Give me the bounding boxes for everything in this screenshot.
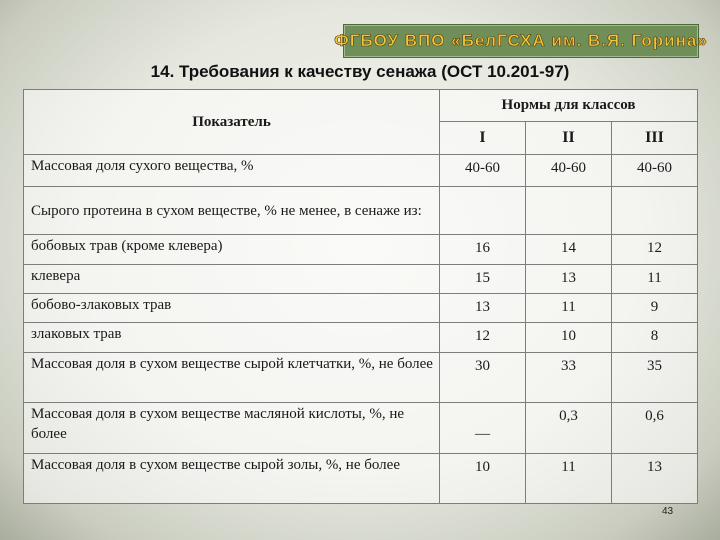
row-value-class-1: __: [440, 403, 526, 454]
table-row: [24, 235, 698, 265]
row-value-class-1: 40-60: [440, 155, 526, 187]
class-header-3: III: [612, 122, 698, 155]
row-value-class-3: 12: [612, 235, 698, 265]
row-value-class-3: 9: [612, 294, 698, 323]
row-label: Массовая доля в сухом веществе масляной кислоты, %, не более: [24, 403, 440, 454]
quality-table: [23, 89, 698, 504]
row-value-class-2: 33: [526, 353, 612, 403]
row-value-class-1: 30: [440, 353, 526, 403]
table-row: [24, 353, 698, 403]
row-value-class-3: [612, 187, 698, 235]
row-value-class-1: 16: [440, 235, 526, 265]
table-header-row: [24, 90, 698, 122]
row-value-class-2: 10: [526, 323, 612, 353]
table-row: [24, 294, 698, 323]
row-value-class-2: [526, 187, 612, 235]
row-label: злаковых трав: [24, 323, 440, 353]
row-label: Массовая доля сухого вещества, %: [24, 155, 440, 187]
row-value-class-1: 13: [440, 294, 526, 323]
norms-header: Нормы для классов: [440, 90, 698, 122]
row-label: Массовая доля в сухом веществе сырой клетчатки, %, не более: [24, 353, 440, 403]
class-header-2: II: [526, 122, 612, 155]
table-row: [24, 187, 698, 235]
row-value-class-3: 13: [612, 454, 698, 504]
row-label: Сырого протеина в сухом веществе, % не менее, в сенаже из:: [24, 187, 440, 235]
table-row: [24, 454, 698, 504]
table-row: [24, 155, 698, 187]
row-value-class-2: 14: [526, 235, 612, 265]
row-value-class-2: 13: [526, 265, 612, 294]
row-value-class-2: 0,3: [526, 403, 612, 454]
org-banner-text: ФГБОУ ВПО «БелГСХА им. В.Я. Горина»: [334, 31, 708, 50]
table-row: [24, 403, 698, 454]
row-label: бобовых трав (кроме клевера): [24, 235, 440, 265]
row-label: бобово-злаковых трав: [24, 294, 440, 323]
table-row: [24, 265, 698, 294]
row-value-class-3: 0,6: [612, 403, 698, 454]
row-value-class-3: 11: [612, 265, 698, 294]
row-value-class-2: 11: [526, 454, 612, 504]
row-value-class-1: 10: [440, 454, 526, 504]
slide-title: 14. Требования к качеству сенажа (ОСТ 10.201-97): [150, 62, 570, 81]
row-value-class-3: 35: [612, 353, 698, 403]
org-banner: [334, 24, 708, 58]
row-value-class-1: 12: [440, 323, 526, 353]
row-label: Массовая доля в сухом веществе сырой золы, %, не более: [24, 454, 440, 504]
row-value-class-3: 8: [612, 323, 698, 353]
page-number: 43: [662, 506, 674, 517]
row-value-class-3: 40-60: [612, 155, 698, 187]
row-value-class-2: 40-60: [526, 155, 612, 187]
indicator-header: Показатель: [24, 90, 440, 155]
row-value-class-2: 11: [526, 294, 612, 323]
row-label: клевера: [24, 265, 440, 294]
row-value-class-1: [440, 187, 526, 235]
row-value-class-1: 15: [440, 265, 526, 294]
class-header-1: I: [440, 122, 526, 155]
table-row: [24, 323, 698, 353]
